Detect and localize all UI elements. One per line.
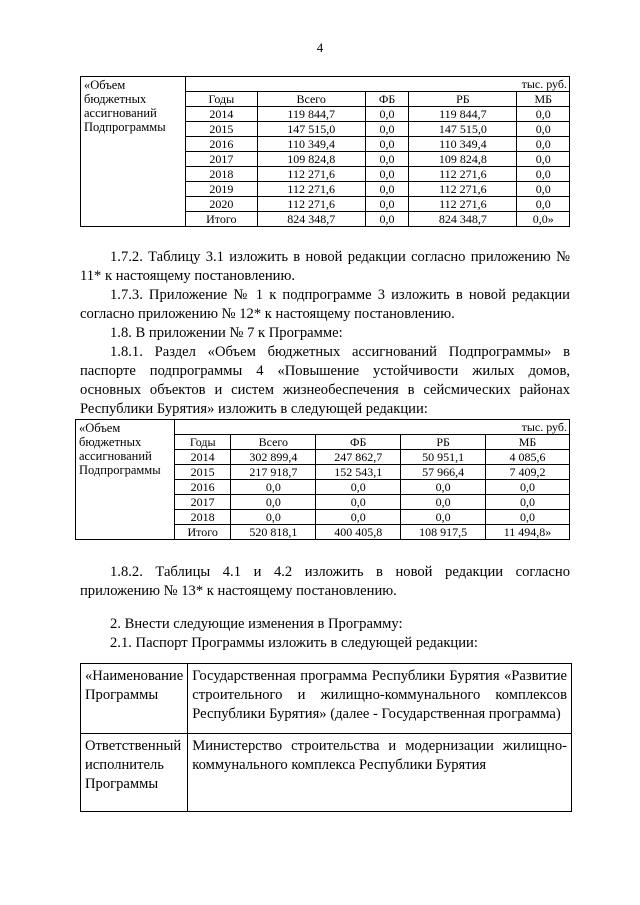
table-cell: 11 494,8» (486, 525, 569, 540)
table-cell: 110 349,4 (409, 137, 517, 152)
table-cell: 2018 (186, 167, 257, 182)
program-passport-table (80, 663, 572, 812)
table-cell: 0,0 (517, 197, 569, 212)
table-cell: 112 271,6 (409, 167, 517, 182)
table-cell: 247 862,7 (316, 450, 401, 465)
table-cell: 2014 (186, 107, 257, 122)
table-cell: 824 348,7 (409, 212, 517, 227)
table-row (175, 465, 569, 480)
paragraphs-block-2 (80, 563, 570, 653)
table-cell: Итого (186, 212, 257, 227)
table-header-row (186, 92, 569, 107)
passport-label-executor: Ответственный исполнитель Программы (81, 734, 188, 812)
table-row (186, 107, 569, 122)
paragraph-1-8-1: 1.8.1. Раздел «Объем бюджетных ассигнований Подпрограммы» в паспорте подпрограммы 4 «Повышение устойчивости жилых домов, основных объектов и систем жизнеобеспечения в сейсмических районах Республики Бурятия» изложить в следующей редакции: (80, 344, 570, 417)
passport-label-name: «Наименование Программы (81, 664, 188, 734)
table-row (186, 212, 569, 227)
table-row (186, 152, 569, 167)
table-cell: 0,0 (517, 107, 569, 122)
column-header: Всего (257, 92, 365, 107)
table-cell: 50 951,1 (401, 450, 486, 465)
paragraph-2-1: 2.1. Паспорт Программы изложить в следующей редакции: (110, 635, 478, 651)
paragraph-1-7-3: 1.7.3. Приложение № 1 к подпрограмме 3 изложить в новой редакции согласно приложению № 12* к настоящему постановлению. (80, 287, 570, 322)
paragraph-1-8: 1.8. В приложении № 7 к Программе: (110, 325, 343, 341)
table-row (186, 197, 569, 212)
table-cell: 824 348,7 (257, 212, 365, 227)
table-row (175, 480, 569, 495)
table-row (186, 122, 569, 137)
passport-value-name: Государственная программа Республики Бурятия «Развитие строительного и жилищно-коммунального комплексов Республики Бурятия» (далее - Государственная программа) (188, 664, 572, 734)
table2-unit: тыс. руб. (521, 419, 567, 434)
table-cell: 0,0 (365, 182, 409, 197)
paragraph-1-7-2: 1.7.2. Таблицу 3.1 изложить в новой редакции согласно приложению № 11* к настоящему постановлению. (80, 249, 570, 284)
table-cell: 112 271,6 (257, 197, 365, 212)
table-row (186, 167, 569, 182)
table-cell: 520 818,1 (231, 525, 316, 540)
table-row (186, 182, 569, 197)
table-cell: 0,0 (486, 510, 569, 525)
table-cell: 2015 (186, 122, 257, 137)
table-cell: 0,0 (316, 510, 401, 525)
budget-table-subprogram-3 (80, 76, 570, 227)
table-cell: 57 966,4 (401, 465, 486, 480)
column-header: Годы (186, 92, 257, 107)
table-cell: 109 824,8 (257, 152, 365, 167)
table-cell: Итого (175, 525, 231, 540)
table-cell: 2015 (175, 465, 231, 480)
table-cell: 0,0 (231, 510, 316, 525)
table-cell: 112 271,6 (257, 182, 365, 197)
table-cell: 0,0 (517, 122, 569, 137)
budget-table-subprogram-4 (75, 419, 570, 540)
table-cell: 0,0 (365, 167, 409, 182)
table-cell: 0,0 (517, 152, 569, 167)
table-cell: 2019 (186, 182, 257, 197)
table-cell: 0,0 (316, 480, 401, 495)
page-number: 4 (316, 40, 324, 55)
paragraphs-block-1 (80, 248, 570, 419)
table-cell: 2014 (175, 450, 231, 465)
column-header: Всего (231, 435, 316, 450)
table-row (175, 495, 569, 510)
table-cell: 112 271,6 (409, 182, 517, 197)
table-cell: 2017 (175, 495, 231, 510)
table-cell: 400 405,8 (316, 525, 401, 540)
table-cell: 302 899,4 (231, 450, 316, 465)
column-header: РБ (401, 435, 486, 450)
column-header: МБ (486, 435, 569, 450)
table-cell: 2016 (186, 137, 257, 152)
table-cell: 4 085,6 (486, 450, 569, 465)
table-row (186, 137, 569, 152)
table-cell: 119 844,7 (409, 107, 517, 122)
column-header: ФБ (365, 92, 409, 107)
table-cell: 2018 (175, 510, 231, 525)
table-cell: 2017 (186, 152, 257, 167)
table-cell: 217 918,7 (231, 465, 316, 480)
table-cell: 0,0 (231, 480, 316, 495)
column-header: РБ (409, 92, 517, 107)
table-cell: 147 515,0 (257, 122, 365, 137)
table-cell: 0,0 (365, 197, 409, 212)
table-cell: 0,0» (517, 212, 569, 227)
table-cell: 0,0 (486, 480, 569, 495)
table-cell: 112 271,6 (257, 167, 365, 182)
table1-unit: тыс. руб. (521, 76, 567, 91)
table-cell: 112 271,6 (409, 197, 517, 212)
table-cell: 0,0 (365, 212, 409, 227)
table-cell: 152 543,1 (316, 465, 401, 480)
table-cell: 0,0 (401, 510, 486, 525)
table-cell: 0,0 (401, 495, 486, 510)
table-cell: 0,0 (517, 167, 569, 182)
table-cell: 0,0 (365, 122, 409, 137)
table1-label: «Объем бюджетных ассигнований Подпрограммы (81, 77, 186, 227)
table-cell: 147 515,0 (409, 122, 517, 137)
passport-value-executor: Министерство строительства и модернизации жилищно-коммунального комплекса Республики Бурятия (188, 734, 572, 812)
column-header: ФБ (316, 435, 401, 450)
table-cell: 110 349,4 (257, 137, 365, 152)
table-cell: 0,0 (517, 137, 569, 152)
table-cell: 0,0 (517, 182, 569, 197)
table-cell: 109 824,8 (409, 152, 517, 167)
table-row (175, 510, 569, 525)
table-cell: 7 409,2 (486, 465, 569, 480)
paragraph-1-8-2: 1.8.2. Таблицы 4.1 и 4.2 изложить в новой редакции согласно приложению № 13* к настоящему постановлению. (80, 564, 570, 599)
table-header-row (175, 435, 569, 450)
table-row (175, 450, 569, 465)
paragraph-2: 2. Внести следующие изменения в Программу: (110, 616, 403, 632)
table-cell: 0,0 (365, 107, 409, 122)
table-cell: 0,0 (231, 495, 316, 510)
table-cell: 0,0 (401, 480, 486, 495)
table-cell: 0,0 (365, 152, 409, 167)
table-row (175, 525, 569, 540)
column-header: МБ (517, 92, 569, 107)
table2-label: «Объем бюджетных ассигнований Подпрограммы (76, 420, 175, 540)
table-cell: 0,0 (486, 495, 569, 510)
table-cell: 2020 (186, 197, 257, 212)
table-cell: 119 844,7 (257, 107, 365, 122)
column-header: Годы (175, 435, 231, 450)
table-cell: 0,0 (316, 495, 401, 510)
table-cell: 0,0 (365, 137, 409, 152)
table-cell: 108 917,5 (401, 525, 486, 540)
table-cell: 2016 (175, 480, 231, 495)
